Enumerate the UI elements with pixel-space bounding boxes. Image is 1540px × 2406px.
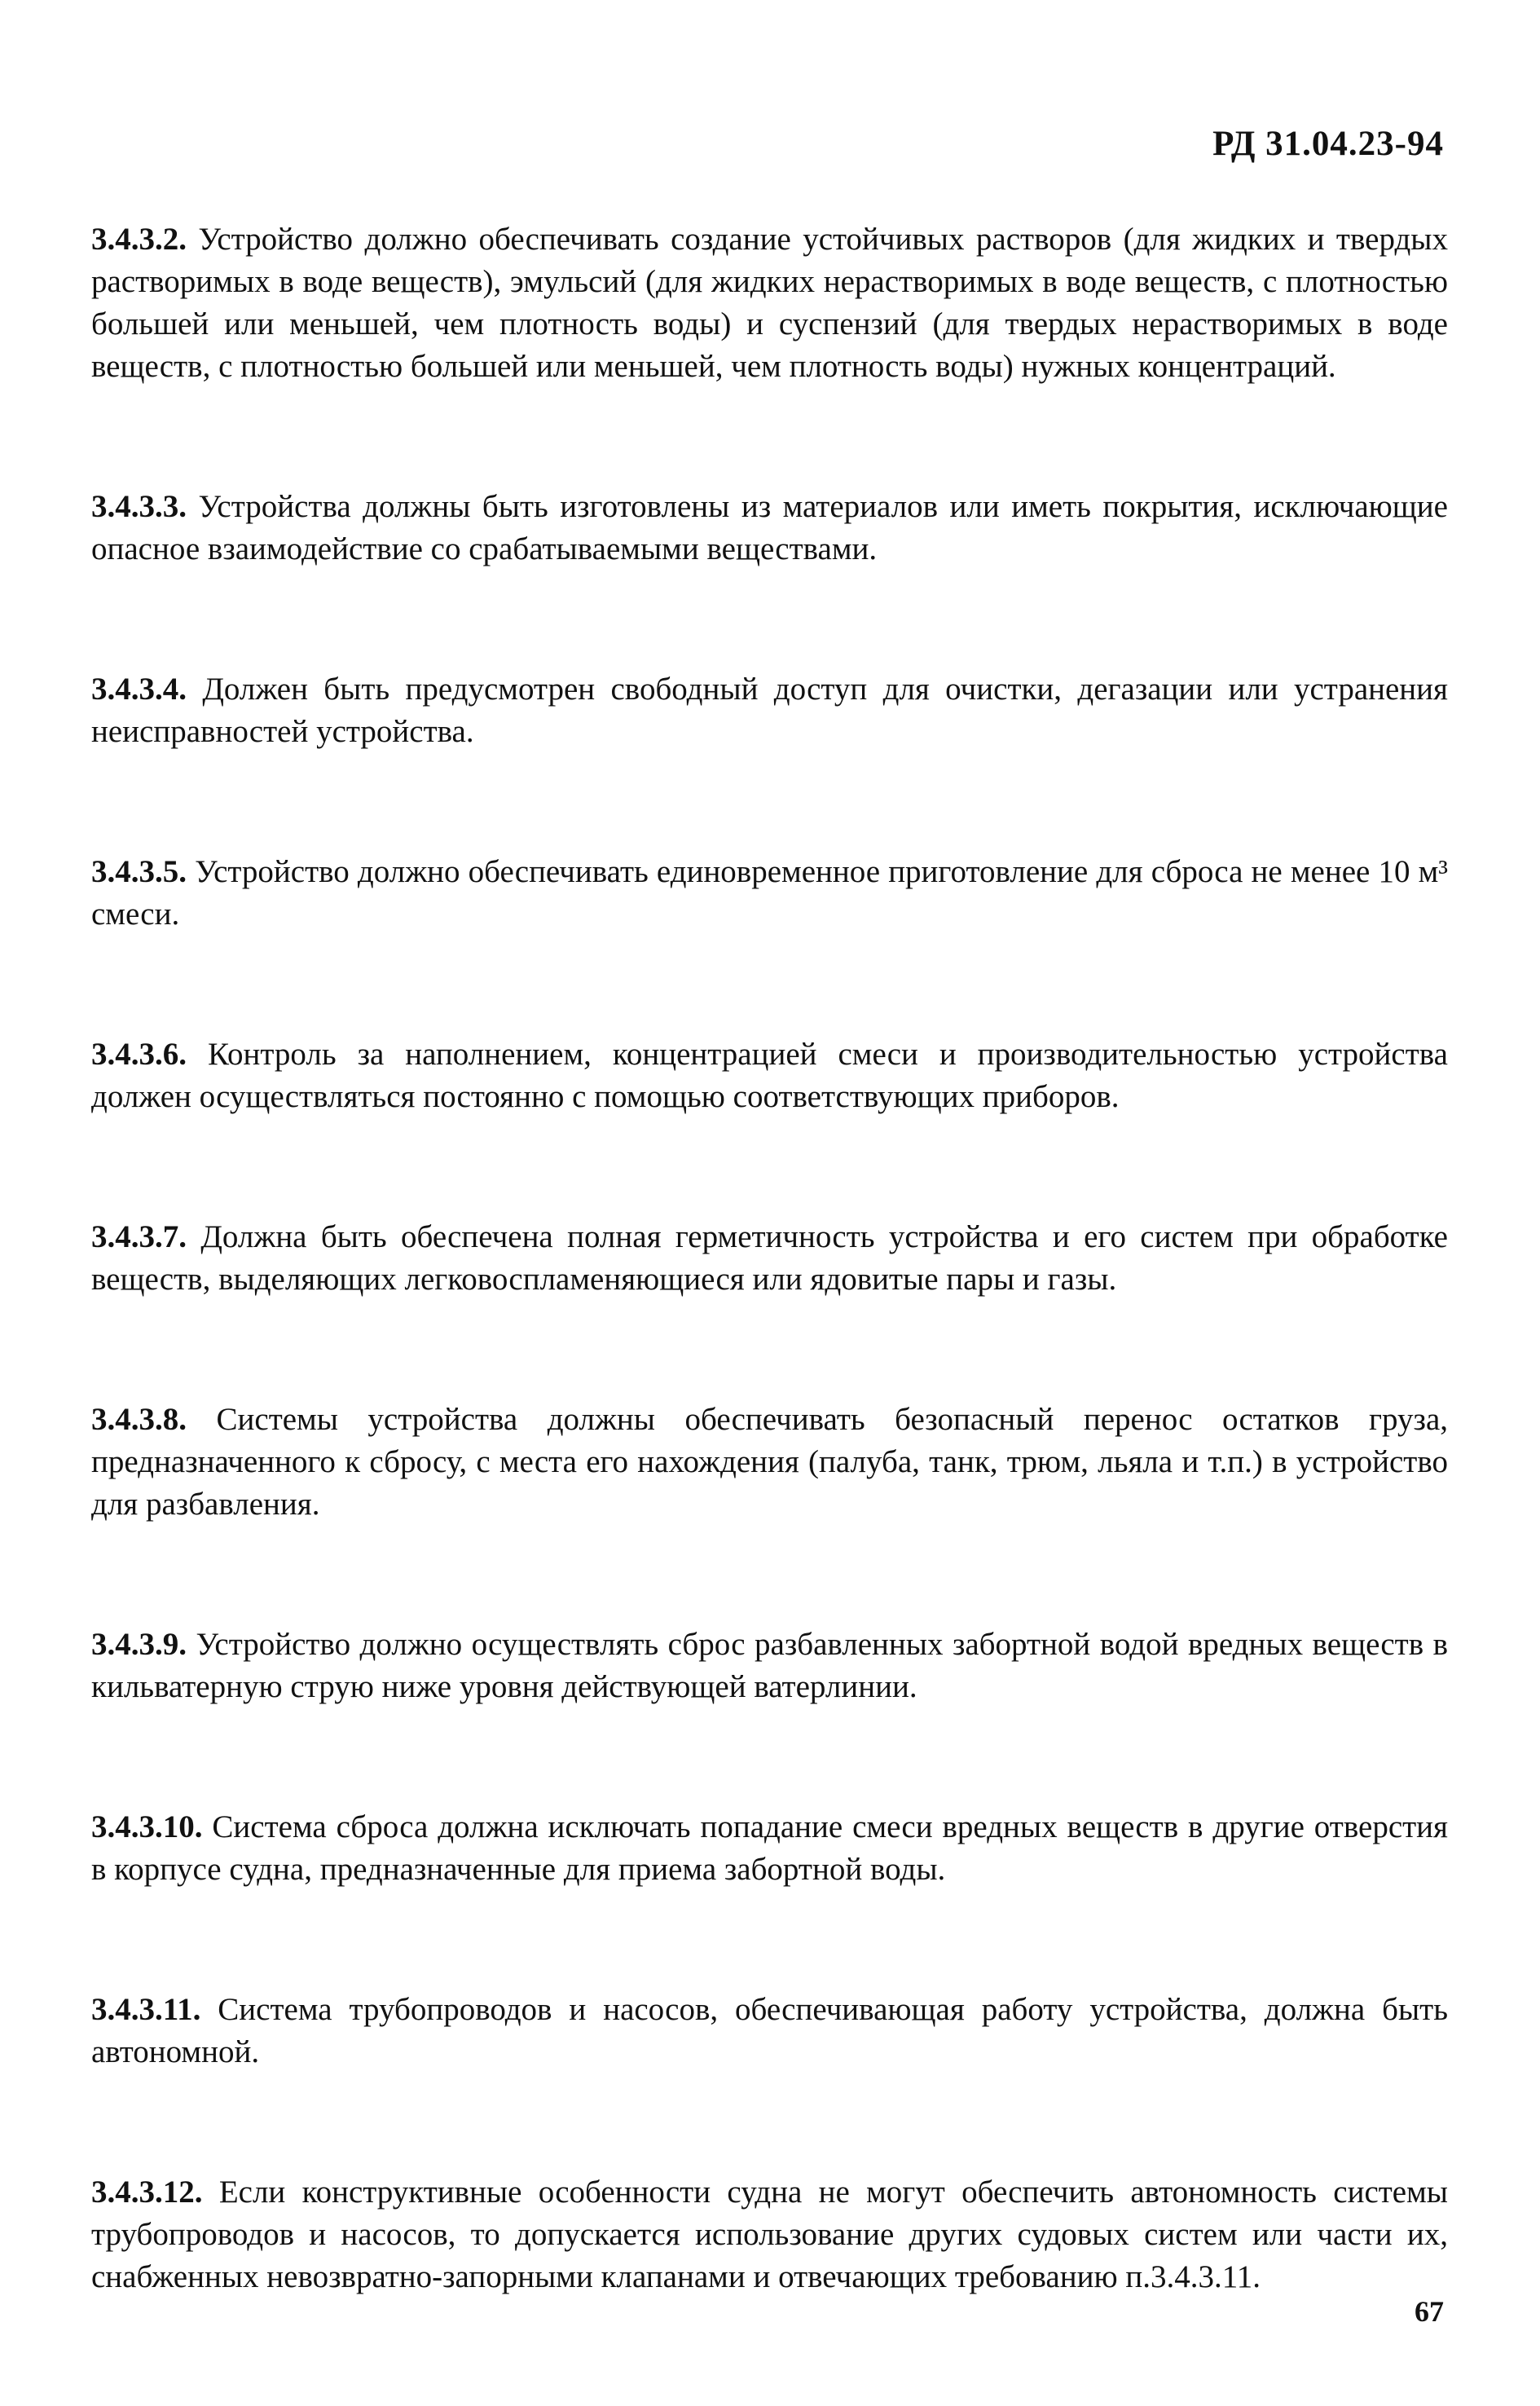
paragraph-number: 3.4.3.7. bbox=[91, 1219, 187, 1254]
paragraph-3-4-3-9 bbox=[91, 1624, 1448, 1708]
paragraph-3-4-3-8 bbox=[91, 1399, 1448, 1526]
paragraph-text: Устройство должно обеспечивать единовременное приготовление для сброса не менее 10 м³ смеси. bbox=[91, 854, 1448, 932]
paragraph-number: 3.4.3.11. bbox=[91, 1992, 201, 2027]
paragraph-3-4-3-10 bbox=[91, 1806, 1448, 1891]
paragraph-3-4-3-7 bbox=[91, 1216, 1448, 1301]
paragraph-text: Устройство должно обеспечивать создание устойчивых растворов (для жидких и твердых растворимых в воде веществ), эмульсий (для жидких нерастворимых в воде веществ, с плотностью большей или меньшей, чем плотность воды) и суспензий (для твердых нерастворимых в воде веществ, с плотностью большей или меньшей, чем плотность воды) нужных концентраций. bbox=[91, 222, 1448, 384]
paragraph-number: 3.4.3.3. bbox=[91, 489, 187, 524]
paragraph-number: 3.4.3.9. bbox=[91, 1627, 187, 1662]
paragraph-text: Устройства должны быть изготовлены из материалов или иметь покрытия, исключающие опасное взаимодействие со срабатываемыми веществами. bbox=[91, 489, 1448, 566]
paragraph-number: 3.4.3.2. bbox=[91, 222, 187, 257]
paragraph-text: Должен быть предусмотрен свободный доступ для очистки, дегазации или устранения неисправностей устройства. bbox=[91, 672, 1448, 749]
paragraph-text: Контроль за наполнением, концентрацией смеси и производительностью устройства должен осуществляться постоянно с помощью соответствующих приборов. bbox=[91, 1037, 1448, 1114]
paragraph-text: Устройство должно осуществлять сброс разбавленных забортной водой вредных веществ в кильватерную струю ниже уровня действующей ватерлинии. bbox=[91, 1627, 1448, 1704]
paragraph-3-4-3-6 bbox=[91, 1033, 1448, 1118]
page-number: 67 bbox=[1415, 2295, 1444, 2328]
paragraph-3-4-3-4 bbox=[91, 668, 1448, 753]
paragraph-number: 3.4.3.6. bbox=[91, 1037, 187, 1072]
paragraph-3-4-3-3 bbox=[91, 486, 1448, 571]
paragraph-text: Система сброса должна исключать попадание смеси вредных веществ в другие отверстия в корпусе судна, предназначенные для приема забортной воды. bbox=[91, 1809, 1448, 1887]
document-code: РД 31.04.23-94 bbox=[1212, 125, 1444, 163]
paragraph-text: Система трубопроводов и насосов, обеспечивающая работу устройства, должна быть автономной. bbox=[91, 1992, 1448, 2069]
paragraph-3-4-3-11 bbox=[91, 1989, 1448, 2073]
paragraph-number: 3.4.3.10. bbox=[91, 1809, 203, 1844]
paragraph-number: 3.4.3.4. bbox=[91, 672, 187, 707]
paragraph-text: Должна быть обеспечена полная герметичность устройства и его систем при обработке веществ, выделяющих легковоспламеняющиеся или ядовитые пары и газы. bbox=[91, 1219, 1448, 1297]
paragraph-number: 3.4.3.8. bbox=[91, 1402, 187, 1437]
paragraph-3-4-3-12 bbox=[91, 2171, 1448, 2298]
paragraph-3-4-3-5 bbox=[91, 851, 1448, 936]
paragraph-3-4-3-2 bbox=[91, 218, 1448, 388]
document-body bbox=[91, 218, 1448, 2396]
paragraph-text: Системы устройства должны обеспечивать безопасный перенос остатков груза, предназначенного к сбросу, с места его нахождения (палуба, танк, трюм, льяла и т.п.) в устройство для разбавления. bbox=[91, 1402, 1448, 1522]
paragraph-number: 3.4.3.12. bbox=[91, 2175, 203, 2210]
paragraph-text: Если конструктивные особенности судна не могут обеспечить автономность системы трубопроводов и насосов, то допускается использование других судовых систем или части их, снабженных невозвратно-запорными клапанами и отвечающих требованию п.3.4.3.11. bbox=[91, 2175, 1448, 2294]
paragraph-number: 3.4.3.5. bbox=[91, 854, 187, 889]
